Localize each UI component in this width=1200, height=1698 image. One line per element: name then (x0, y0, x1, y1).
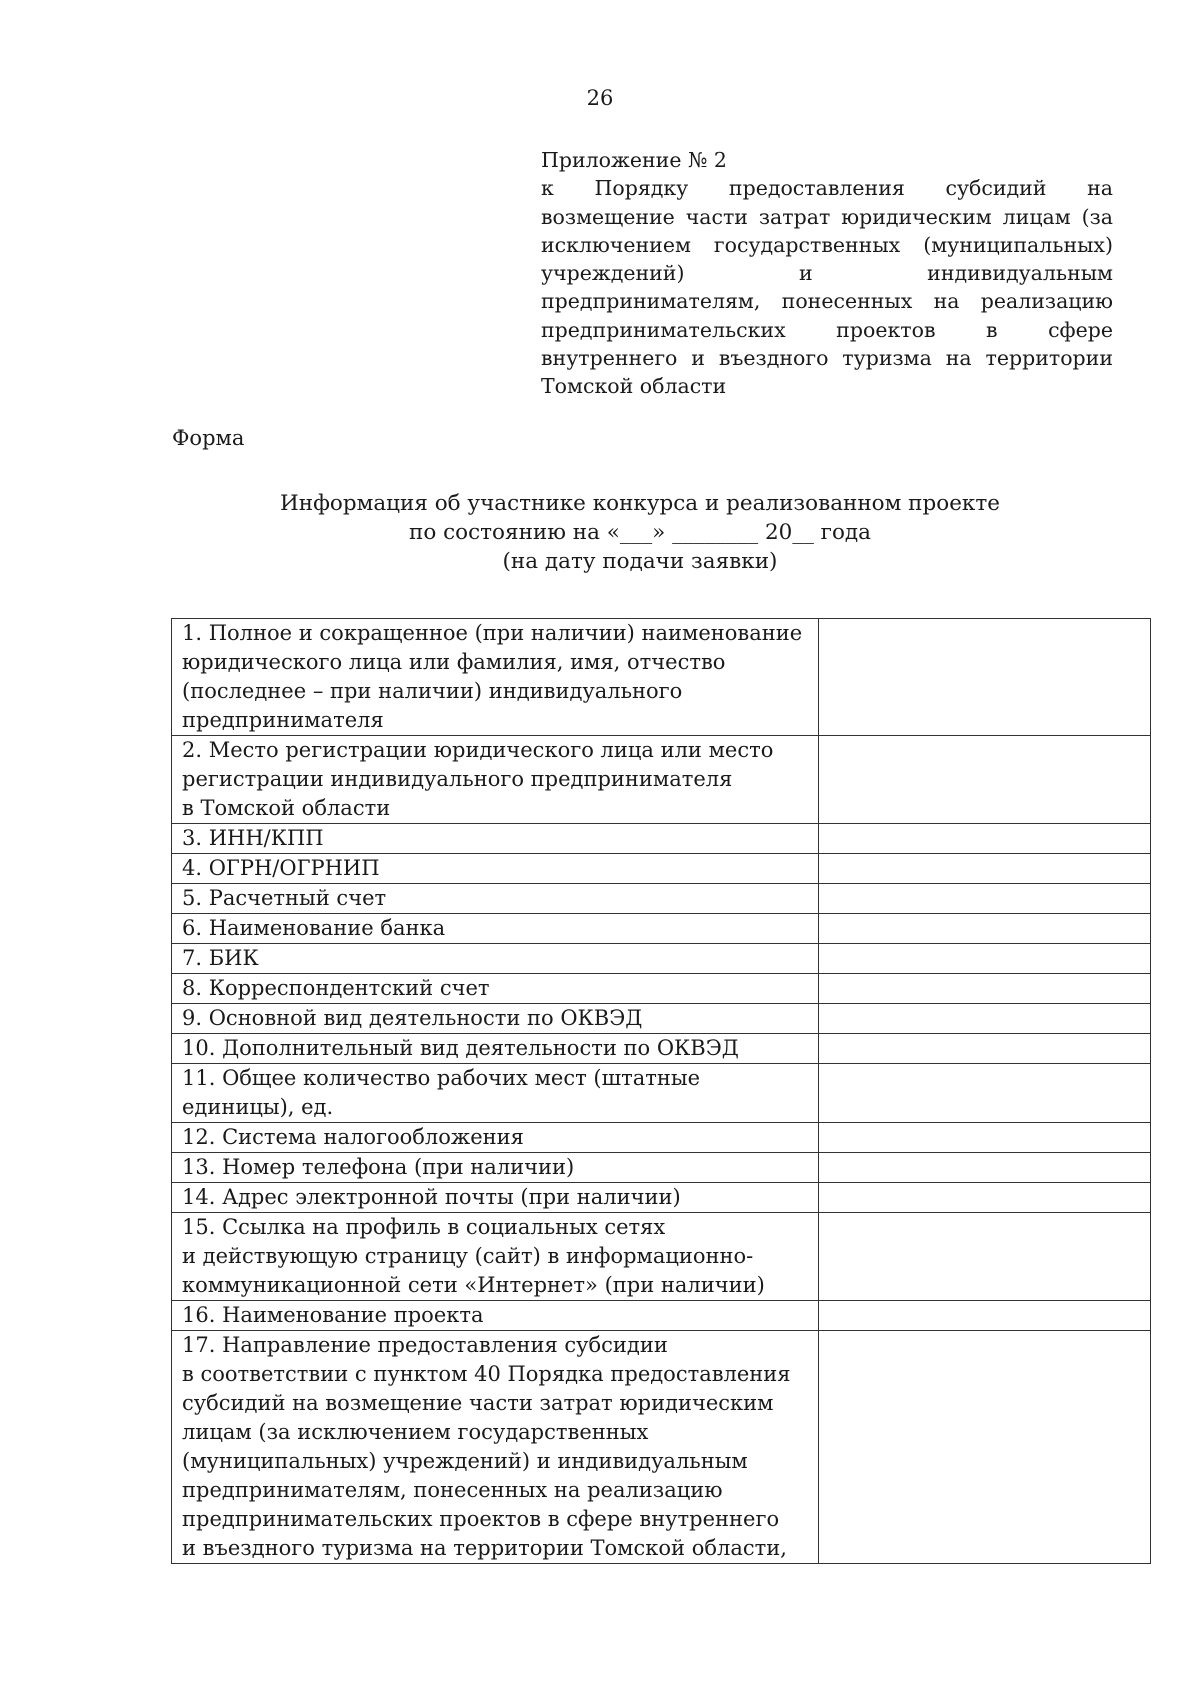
row-label-line: регистрации индивидуального предпринимателя (182, 767, 733, 791)
table-row (172, 914, 1151, 944)
row-label-line: 15. Ссылка на профиль в социальных сетях (182, 1215, 666, 1239)
row-value-cell[interactable] (819, 944, 1151, 974)
row-label-line: 1. Полное и сокращенное (при наличии) наименование (182, 621, 803, 645)
row-label-cell (172, 1301, 819, 1331)
row-label-cell (172, 1183, 819, 1213)
row-value-cell[interactable] (819, 1004, 1151, 1034)
table-row (172, 1331, 1151, 1564)
row-label-cell (172, 736, 819, 824)
row-label-line: 12. Система налогообложения (182, 1125, 524, 1149)
row-label-line: юридического лица или фамилия, имя, отчество (182, 650, 726, 674)
table-row (172, 1064, 1151, 1123)
row-value-cell[interactable] (819, 824, 1151, 854)
row-label-line: 9. Основной вид деятельности по ОКВЭД (182, 1006, 643, 1030)
table-row (172, 884, 1151, 914)
row-label-cell (172, 944, 819, 974)
table-row (172, 1153, 1151, 1183)
row-label-cell (172, 824, 819, 854)
table-row (172, 1004, 1151, 1034)
row-label-cell (172, 1331, 819, 1564)
row-value-cell[interactable] (819, 619, 1151, 736)
row-label-line: 10. Дополнительный вид деятельности по ОКВЭД (182, 1036, 739, 1060)
row-label-line: 8. Корреспондентский счет (182, 976, 490, 1000)
row-label-line: 16. Наименование проекта (182, 1303, 484, 1327)
row-label-line: и въездного туризма на территории Томской области, (182, 1536, 787, 1560)
document-title (0, 489, 1200, 576)
row-label-line: 14. Адрес электронной почты (при наличии) (182, 1185, 681, 1209)
table-row (172, 974, 1151, 1004)
table-row (172, 824, 1151, 854)
row-label-line: субсидий на возмещение части затрат юридическим (182, 1391, 774, 1415)
row-label-line: предпринимательских проектов в сфере внутреннего (182, 1507, 780, 1531)
row-value-cell[interactable] (819, 1183, 1151, 1213)
row-label-line: 11. Общее количество рабочих мест (штатные (182, 1066, 700, 1090)
row-label-line: единицы), ед. (182, 1095, 334, 1119)
row-label-line: 17. Направление предоставления субсидии (182, 1333, 668, 1357)
table-row (172, 736, 1151, 824)
table-row (172, 1213, 1151, 1301)
appendix-block (541, 146, 1113, 401)
row-label-cell (172, 1064, 819, 1123)
row-value-cell[interactable] (819, 1213, 1151, 1301)
title-line-2: по состоянию на «___» ________ 20__ года (409, 520, 871, 545)
row-label-line: (муниципальных) учреждений) и индивидуальным (182, 1449, 748, 1473)
row-label-line: (последнее – при наличии) индивидуального (182, 679, 683, 703)
row-value-cell[interactable] (819, 974, 1151, 1004)
row-label-cell (172, 1034, 819, 1064)
row-label-cell (172, 1004, 819, 1034)
table-row (172, 1301, 1151, 1331)
table-row (172, 1183, 1151, 1213)
participant-info-table (171, 618, 1151, 1564)
row-label-cell (172, 1213, 819, 1301)
row-value-cell[interactable] (819, 914, 1151, 944)
row-label-line: 13. Номер телефона (при наличии) (182, 1155, 575, 1179)
row-label-cell (172, 884, 819, 914)
title-line-1: Информация об участнике конкурса и реализованном проекте (280, 491, 1000, 516)
row-label-cell (172, 1153, 819, 1183)
title-line-3: (на дату подачи заявки) (502, 549, 778, 574)
row-value-cell[interactable] (819, 1123, 1151, 1153)
table-row (172, 619, 1151, 736)
row-label-cell (172, 854, 819, 884)
appendix-body: к Порядку предоставления субсидий на возмещение части затрат юридическим лицам (за исключением государственных (муниципальных) учреждений) и индивидуальным предпринимателям, понесенных на реализацию предпринимательских проектов в сфере внутреннего и въездного туризма на территории Томской области (541, 176, 1113, 399)
table-row (172, 944, 1151, 974)
row-value-cell[interactable] (819, 1034, 1151, 1064)
row-value-cell[interactable] (819, 1331, 1151, 1564)
row-value-cell[interactable] (819, 736, 1151, 824)
row-label-line: 3. ИНН/КПП (182, 826, 324, 850)
row-label-cell (172, 619, 819, 736)
row-label-line: 7. БИК (182, 946, 259, 970)
form-label: Форма (172, 426, 245, 450)
appendix-title: Приложение № 2 (541, 148, 727, 172)
row-label-line: в соответствии с пунктом 40 Порядка предоставления (182, 1362, 791, 1386)
row-value-cell[interactable] (819, 854, 1151, 884)
table-row (172, 1034, 1151, 1064)
row-label-line: лицам (за исключением государственных (182, 1420, 649, 1444)
table-row (172, 1123, 1151, 1153)
row-value-cell[interactable] (819, 1064, 1151, 1123)
row-value-cell[interactable] (819, 884, 1151, 914)
row-label-line: 6. Наименование банка (182, 916, 446, 940)
page-number: 26 (586, 86, 614, 110)
row-label-line: предпринимателям, понесенных на реализацию (182, 1478, 723, 1502)
row-label-line: предпринимателя (182, 708, 384, 732)
row-label-line: 4. ОГРН/ОГРНИП (182, 856, 380, 880)
row-label-cell (172, 1123, 819, 1153)
row-label-line: 2. Место регистрации юридического лица или место (182, 738, 774, 762)
row-value-cell[interactable] (819, 1153, 1151, 1183)
row-label-line: и действующую страницу (сайт) в информационно- (182, 1244, 754, 1268)
row-label-cell (172, 974, 819, 1004)
row-label-line: коммуникационной сети «Интернет» (при наличии) (182, 1273, 765, 1297)
table-row (172, 854, 1151, 884)
row-value-cell[interactable] (819, 1301, 1151, 1331)
row-label-line: 5. Расчетный счет (182, 886, 387, 910)
row-label-line: в Томской области (182, 796, 391, 820)
row-label-cell (172, 914, 819, 944)
